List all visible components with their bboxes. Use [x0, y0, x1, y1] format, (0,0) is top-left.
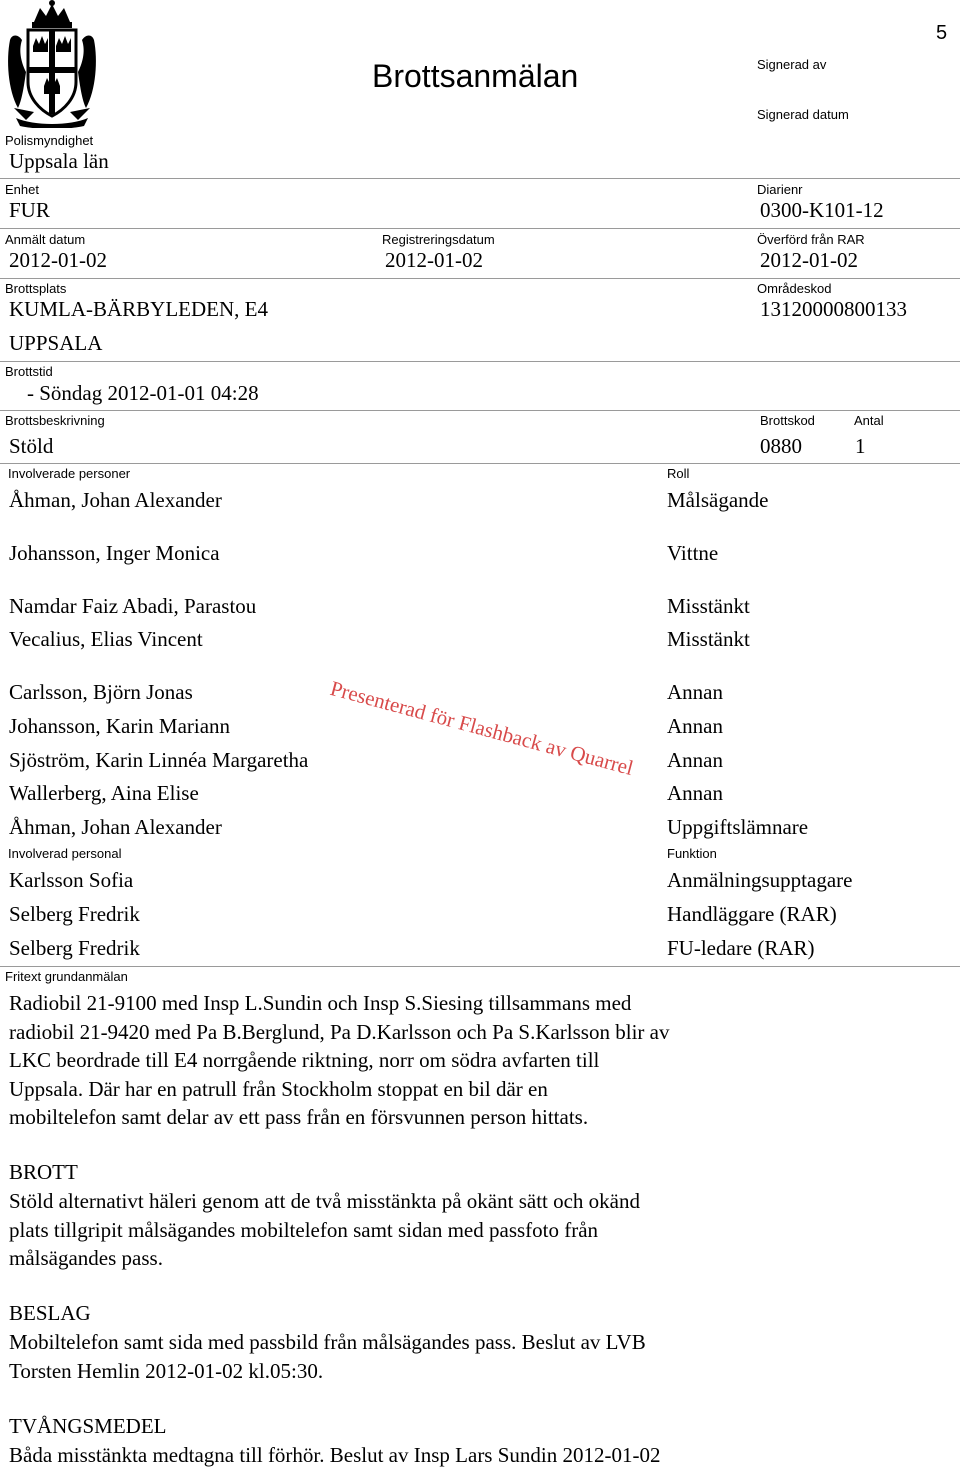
area-code-value: 13120000800133 [760, 297, 907, 321]
police-authority-value: Uppsala län [9, 149, 109, 173]
staff-label: Involverad personal [8, 846, 122, 861]
staff-function: FU-ledare (RAR) [667, 936, 815, 960]
divider [0, 278, 960, 279]
crime-place-line2: UPPSALA [9, 331, 103, 355]
person-name: Wallerberg, Aina Elise [9, 781, 199, 805]
staff-function: Handläggare (RAR) [667, 902, 837, 926]
person-role: Uppgiftslämnare [667, 815, 809, 839]
person-role: Misstänkt [667, 627, 750, 651]
person-role: Misstänkt [667, 594, 750, 618]
person-name: Åhman, Johan Alexander [9, 488, 222, 512]
crime-text: Stöld alternativt häleri genom att de två misstänkta på okänt sätt och okänd plats tillgripit målsägandes mobiltelefon samt sidan med passfoto från målsägandes pass. [9, 1189, 641, 1270]
person-role: Annan [667, 680, 723, 704]
crime-description-label: Brottsbeskrivning [5, 413, 105, 428]
function-label: Funktion [667, 846, 717, 861]
reported-date-value: 2012-01-02 [9, 248, 107, 272]
police-coat-of-arms-icon [4, 0, 100, 128]
divider [0, 463, 960, 464]
person-name: Åhman, Johan Alexander [9, 815, 222, 839]
registration-date-value: 2012-01-02 [385, 248, 483, 272]
police-authority-label: Polismyndighet [5, 133, 94, 148]
crime-place-label: Brottsplats [5, 281, 67, 296]
coercive-text: Båda misstänkta medtagna till förhör. Beslut av Insp Lars Sundin 2012-01-02 [9, 1443, 661, 1467]
reported-date-label: Anmält datum [5, 232, 86, 247]
person-role: Annan [667, 781, 723, 805]
role-label: Roll [667, 466, 690, 481]
crime-description-value: Stöld [9, 434, 54, 458]
divider [0, 178, 960, 179]
seizure-text: Mobiltelefon samt sida med passbild från målsägandes pass. Beslut av LVB Torsten Hemlin 2012-01-02 kl.05:30. [9, 1330, 646, 1383]
free-text-intro: Radiobil 21-9100 med Insp L.Sundin och Insp S.Siesing tillsammans med radiobil 21-9420 med Pa B.Berglund, Pa D.Karlsson och Pa S.Karlsson blir av LKC beordrade till E4 norrgående riktning, norr om södra avfarten till Uppsala. Där har en patrull från Stockholm stoppat en bil där en mobiltelefon samt delar av ett pass från en försvunnen person hittats. [9, 991, 670, 1129]
persons-label: Involverade personer [8, 466, 131, 481]
registration-date-label: Registreringsdatum [382, 232, 495, 247]
crime-time-label: Brottstid [5, 364, 53, 379]
coercive-heading: TVÅNGSMEDEL [9, 1414, 167, 1438]
person-role: Annan [667, 714, 723, 738]
crime-code-label: Brottskod [760, 413, 815, 428]
divider [0, 966, 960, 967]
person-role: Målsägande [667, 488, 769, 512]
signed-by-label: Signerad av [757, 57, 827, 72]
divider [0, 361, 960, 362]
staff-name: Karlsson Sofia [9, 868, 134, 892]
staff-name: Selberg Fredrik [9, 902, 140, 926]
count-value: 1 [855, 434, 866, 458]
crime-code-value: 0880 [760, 434, 802, 458]
staff-name: Selberg Fredrik [9, 936, 140, 960]
transferred-label: Överförd från RAR [757, 232, 865, 247]
divider [0, 228, 960, 229]
case-number-value: 0300-K101-12 [760, 198, 884, 222]
seizure-heading: BESLAG [9, 1301, 91, 1325]
person-name: Carlsson, Björn Jonas [9, 680, 193, 704]
signed-date-label: Signerad datum [757, 107, 849, 122]
person-role: Vittne [667, 541, 719, 565]
person-name: Vecalius, Elias Vincent [9, 627, 203, 651]
person-name: Sjöström, Karin Linnéa Margaretha [9, 748, 309, 772]
staff-function: Anmälningsupptagare [667, 868, 853, 892]
unit-value: FUR [9, 198, 50, 222]
crime-heading: BROTT [9, 1160, 78, 1184]
area-code-label: Områdeskod [757, 281, 832, 296]
unit-label: Enhet [5, 182, 39, 197]
count-label: Antal [854, 413, 884, 428]
person-name: Johansson, Inger Monica [9, 541, 220, 565]
divider [0, 410, 960, 411]
document-title: Brottsanmälan [372, 58, 579, 94]
free-text-label: Fritext grundanmälan [5, 969, 128, 984]
crime-time-value: - Söndag 2012-01-01 04:28 [27, 381, 259, 405]
crime-place-line1: KUMLA-BÄRBYLEDEN, E4 [9, 297, 268, 321]
case-number-label: Diarienr [757, 182, 803, 197]
page-number: 5 [936, 22, 948, 44]
person-role: Annan [667, 748, 723, 772]
person-name: Namdar Faiz Abadi, Parastou [9, 594, 257, 618]
watermark-text: Presenterad för Flashback av Quarrel [327, 676, 636, 781]
person-name: Johansson, Karin Mariann [9, 714, 231, 738]
transferred-date-value: 2012-01-02 [760, 248, 858, 272]
